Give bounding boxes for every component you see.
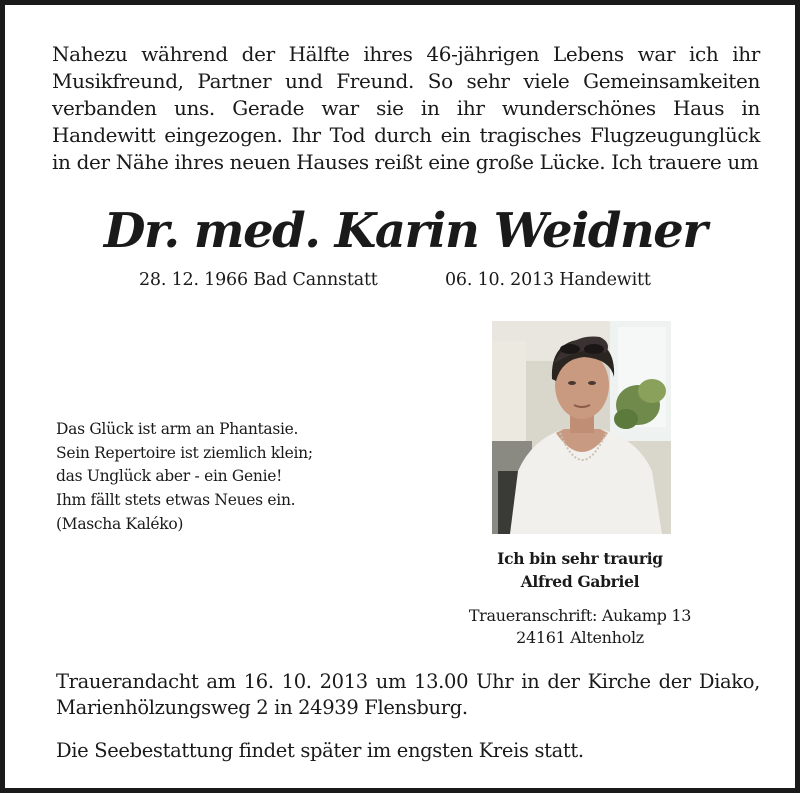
intro-text: Nahezu während der Hälfte ihres 46-jährigen Lebens war ich ihr Musikfreund, Partner und Freund. So sehr viele Gemeinsamkeiten verbanden uns. Gerade war sie in ihr wunderschönes Haus in Handewitt eingezogen. Ihr Tod durch ein tragisches Flugzeugunglück in der Nähe ihres neuen Hauses reißt eine große Lücke. Ich trauere um — [52, 42, 760, 174]
mourning-address — [445, 605, 715, 649]
poem-line: Sein Repertoire ist ziemlich klein; — [56, 443, 313, 462]
signoff-name: Alfred Gabriel — [520, 572, 640, 591]
signoff — [455, 547, 705, 593]
memorial-service-text: Trauerandacht am 16. 10. 2013 um 13.00 Uhr in der Kirche der Diako, Marienhölzungsweg 2 in 24939 Flensburg. — [56, 670, 760, 719]
death-date: 06. 10. 2013 Handewitt — [445, 270, 651, 290]
address-city: 24161 Altenholz — [516, 628, 644, 647]
address-street: Traueranschrift: Aukamp 13 — [468, 606, 692, 625]
deceased-name: Dr. med. Karin Weidner — [103, 203, 707, 259]
poem-line: Das Glück ist arm an Phantasie. — [56, 420, 299, 438]
burial-text: Die Seebestattung findet später im engsten Kreis statt. — [56, 739, 584, 762]
signoff-line: Ich bin sehr traurig — [497, 549, 663, 568]
portrait-photo-icon — [492, 321, 671, 534]
portrait-photo — [492, 321, 671, 534]
poem — [56, 418, 313, 537]
poem-author: (Mascha Kaléko) — [56, 514, 184, 533]
birth-date: 28. 12. 1966 Bad Cannstatt — [139, 270, 378, 290]
poem-line: das Unglück aber - ein Genie! — [56, 467, 283, 486]
poem-line: Ihm fällt stets etwas Neues ein. — [56, 491, 296, 510]
